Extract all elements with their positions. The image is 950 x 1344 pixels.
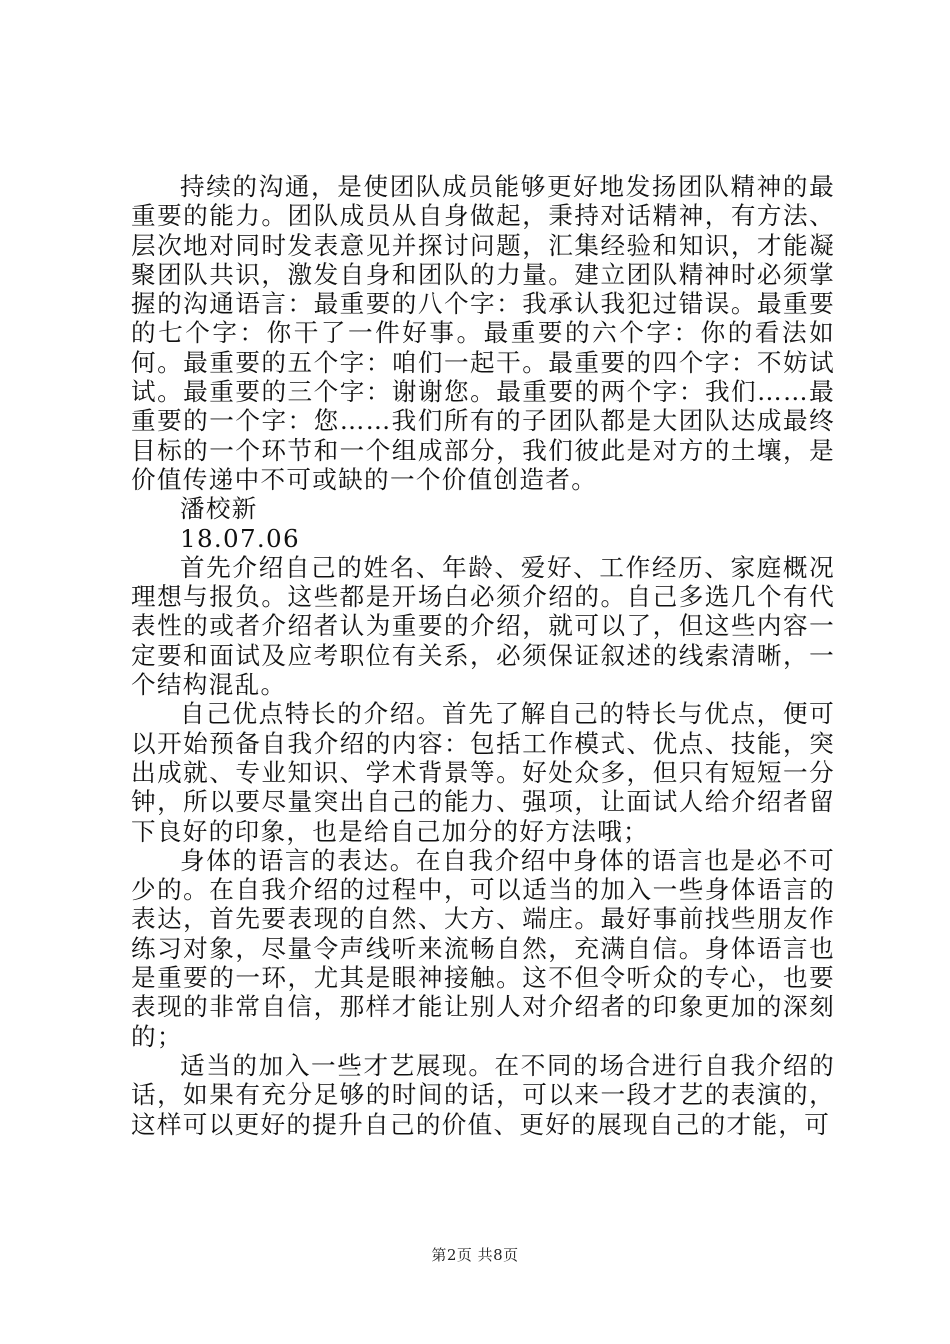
document-date: 18.07.06: [180, 523, 300, 553]
page-footer: 第2页 共8页: [431, 1246, 519, 1264]
paragraph-strengths: 自己优点特长的介绍。首先了解自己的特长与优点，便可以开始预备自我介绍的内容：包括工作模式、优点、技能，突出成就、专业知识、学术背景等。好处众多，但只有短短一分钟，所以要尽量突出自己的能力、强项，让面试人给介绍者留下良好的印象，也是给自己加分的好方法哦；: [131, 699, 835, 846]
paragraph-talent-show: 适当的加入一些才艺展现。在不同的场合进行自我介绍的话，如果有充分足够的时间的话，可以来一段才艺的表演的，这样可以更好的提升自己的价值、更好的展现自己的才能，可: [131, 1050, 835, 1139]
paragraph-team-communication: 持续的沟通，是使团队成员能够更好地发扬团队精神的最重要的能力。团队成员从自身做起，秉持对话精神，有方法、层次地对同时发表意见并探讨问题，汇集经验和知识，才能凝聚团队共识，激发自身和团队的力量。建立团队精神时必须掌握的沟通语言：最重要的八个字：我承认我犯过错误。最重要的七个字：你干了一件好事。最重要的六个字：你的看法如何。最重要的五个字：咱们一起干。最重要的四个字：不妨试试。最重要的三个字：谢谢您。最重要的两个字：我们……最重要的一个字：您……我们所有的子团队都是大团队达成最终目标的一个环节和一个组成部分，我们彼此是对方的土壤，是价值传递中不可或缺的一个价值创造者。: [131, 172, 835, 494]
author-name: 潘校新: [180, 494, 258, 524]
document-body: [131, 172, 835, 1139]
paragraph-body-language: 身体的语言的表达。在自我介绍中身体的语言也是必不可少的。在自我介绍的过程中，可以适当的加入一些身体语言的表达，首先要表现的自然、大方、端庄。最好事前找些朋友作练习对象，尽量令声线听来流畅自然，充满自信。身体语言也是重要的一环，尤其是眼神接触。这不但令听众的专心，也要表现的非常自信，那样才能让别人对介绍者的印象更加的深刻的；: [131, 845, 835, 1051]
paragraph-basic-introduction: 首先介绍自己的姓名、年龄、爱好、工作经历、家庭概况理想与报负。这些都是开场白必须介绍的。自己多选几个有代表性的或者介绍者认为重要的介绍，就可以了，但这些内容一定要和面试及应考职位有关系，必须保证叙述的线索清晰，一个结构混乱。: [131, 552, 835, 700]
